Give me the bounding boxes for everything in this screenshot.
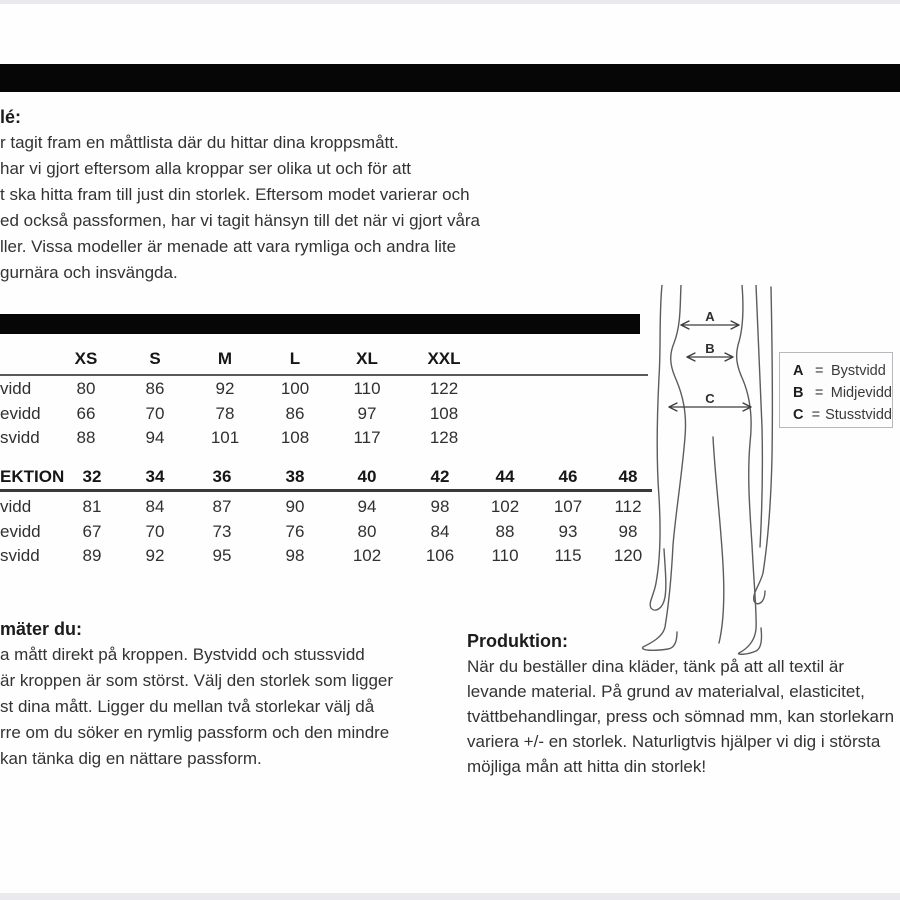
table-cell: 94 xyxy=(357,497,377,517)
intro-line: gurnära och insvängda. xyxy=(0,263,178,282)
table-cell: 78 xyxy=(215,403,235,423)
legend-key: B xyxy=(793,385,804,401)
intro-line: t ska hitta fram till just din storlek. Eftersom modet varierar och xyxy=(0,185,470,204)
table-cell: 76 xyxy=(285,521,305,541)
table-row xyxy=(0,520,660,545)
column-header: S xyxy=(149,349,161,368)
table-row xyxy=(0,402,660,427)
size-table-confection xyxy=(0,464,660,569)
table-cell: 67 xyxy=(82,521,102,541)
table-cell: 102 xyxy=(352,546,382,566)
legend-key: A xyxy=(793,363,804,379)
top-letterbox-strip xyxy=(0,0,900,4)
table-cell: 108 xyxy=(280,428,310,448)
production-heading: Produktion: xyxy=(467,631,568,651)
column-header: XL xyxy=(356,349,378,368)
table-header-rule xyxy=(0,489,652,492)
legend-label: Stusstvidd xyxy=(825,407,892,423)
legend-equals: = xyxy=(814,385,824,401)
table-cell: 92 xyxy=(145,546,165,566)
table-row xyxy=(0,377,660,402)
table-cell: 94 xyxy=(145,428,165,448)
table-cell: 81 xyxy=(82,497,102,517)
figure-right-arm-outer xyxy=(754,287,773,604)
column-header: 38 xyxy=(285,466,305,486)
measurement-legend xyxy=(779,352,893,428)
bust-arrow-label: A xyxy=(705,309,715,324)
table-cell: 89 xyxy=(82,546,102,566)
table-cell: 86 xyxy=(285,403,305,423)
legend-item xyxy=(793,404,892,426)
table-cell: 122 xyxy=(429,379,459,399)
row-label: vidd xyxy=(0,379,32,399)
table-cell: 107 xyxy=(553,497,583,517)
size-table-alpha xyxy=(0,344,660,451)
size-table-title-bar xyxy=(0,314,640,334)
how-to-measure-heading: mäter du: xyxy=(0,619,83,639)
table-cell: 66 xyxy=(76,403,96,423)
table-row xyxy=(0,495,660,520)
table-cell: 106 xyxy=(425,546,455,566)
intro-line: ller. Vissa modeller är menade att vara rymliga och andra lite xyxy=(0,237,457,256)
column-header: XXL xyxy=(427,349,461,368)
table-cell: 84 xyxy=(430,521,450,541)
intro-line: har vi gjort eftersom alla kroppar ser olika ut och för att xyxy=(0,159,412,178)
table-cell: 117 xyxy=(353,428,381,448)
row-label: evidd xyxy=(0,521,41,541)
table-row xyxy=(0,544,660,569)
table-cell: 70 xyxy=(145,403,165,423)
column-header: 46 xyxy=(558,466,578,486)
legend-equals: = xyxy=(811,407,821,423)
production-line: möjliga mån att hitta din storlek! xyxy=(467,757,707,776)
figure-inner-leg-line xyxy=(713,437,724,643)
how-to-measure-section xyxy=(0,616,460,772)
table-cell: 80 xyxy=(76,379,96,399)
column-header: M xyxy=(217,349,233,368)
figure-right-arm-inner xyxy=(756,285,762,547)
intro-paragraph xyxy=(0,104,520,286)
legend-label: Midjevidd xyxy=(830,385,892,401)
measure-line: kan tänka dig en nättare passform. xyxy=(0,749,262,768)
intro-heading: lé: xyxy=(0,107,22,127)
table-cell: 120 xyxy=(613,546,643,566)
production-section xyxy=(467,628,900,779)
table-cell: 98 xyxy=(430,497,450,517)
table-cell: 112 xyxy=(614,497,642,517)
row-label: svidd xyxy=(0,428,40,448)
table-cell: 98 xyxy=(618,521,638,541)
table-cell: 101 xyxy=(210,428,240,448)
table-cell: 88 xyxy=(495,521,515,541)
figure-left-arm xyxy=(650,285,666,610)
table-row xyxy=(0,464,660,489)
table-cell: 92 xyxy=(215,379,235,399)
legend-label: Bystvidd xyxy=(831,363,886,379)
table-cell: 88 xyxy=(76,428,96,448)
table-cell: 95 xyxy=(212,546,232,566)
row-label: evidd xyxy=(0,403,41,423)
body-measurement-diagram xyxy=(635,285,785,655)
production-line: variera +/- en storlek. Naturligtvis hjälper vi dig i största xyxy=(467,732,881,751)
table-cell: 108 xyxy=(429,403,459,423)
table-header-rule xyxy=(0,374,648,376)
table-cell: 70 xyxy=(145,521,165,541)
hip-arrow-label: C xyxy=(705,391,715,406)
measure-line: a mått direkt på kroppen. Bystvidd och stussvidd xyxy=(0,645,365,664)
table-row xyxy=(0,426,660,451)
measure-line: st dina mått. Ligger du mellan två storlekar välj då xyxy=(0,697,375,716)
bottom-letterbox-strip xyxy=(0,893,900,900)
table-cell: 97 xyxy=(357,403,377,423)
table-cell: 90 xyxy=(285,497,305,517)
column-header: 36 xyxy=(212,466,232,486)
column-header: 32 xyxy=(82,466,102,486)
legend-item xyxy=(793,382,892,404)
production-line: tvättbehandlingar, press och sömnad mm, kan storlekarn xyxy=(467,707,895,726)
table-cell: 86 xyxy=(145,379,165,399)
table-cell: 128 xyxy=(429,428,459,448)
column-header: L xyxy=(289,349,301,368)
row-label: svidd xyxy=(0,546,40,566)
row-label: vidd xyxy=(0,497,32,517)
column-header: 40 xyxy=(357,466,377,486)
column-header: 42 xyxy=(430,466,450,486)
measure-line: är kroppen är som störst. Välj den storlek som ligger xyxy=(0,671,394,690)
table-cell: 84 xyxy=(145,497,165,517)
column-header: XS xyxy=(74,349,98,368)
row-label-header: EKTION xyxy=(0,466,65,486)
legend-key: C xyxy=(793,407,804,423)
measure-line: rre om du söker en rymlig passform och den mindre xyxy=(0,723,390,742)
table-row xyxy=(0,344,660,374)
table-cell: 102 xyxy=(490,497,520,517)
waist-arrow-label: B xyxy=(705,341,715,356)
header-black-bar xyxy=(0,64,900,92)
production-line: levande material. På grund av materialval, elasticitet, xyxy=(467,682,865,701)
figure-left-torso-leg xyxy=(643,285,686,650)
column-header: 48 xyxy=(618,466,638,486)
table-cell: 93 xyxy=(558,521,578,541)
table-cell: 98 xyxy=(285,546,305,566)
intro-line: ed också passformen, har vi tagit hänsyn till det när vi gjort våra xyxy=(0,211,481,230)
column-header: 34 xyxy=(145,466,165,486)
table-cell: 115 xyxy=(554,546,582,566)
table-cell: 80 xyxy=(357,521,377,541)
table-cell: 110 xyxy=(491,546,519,566)
intro-line: r tagit fram en måttlista där du hittar dina kroppsmått. xyxy=(0,133,399,152)
table-cell: 100 xyxy=(280,379,310,399)
column-header: 44 xyxy=(495,466,515,486)
legend-equals: = xyxy=(815,363,824,379)
table-cell: 87 xyxy=(212,497,232,517)
legend-item xyxy=(793,360,892,382)
table-cell: 110 xyxy=(353,379,381,399)
production-line: När du beställer dina kläder, tänk på att all textil är xyxy=(467,657,845,676)
table-cell: 73 xyxy=(212,521,232,541)
